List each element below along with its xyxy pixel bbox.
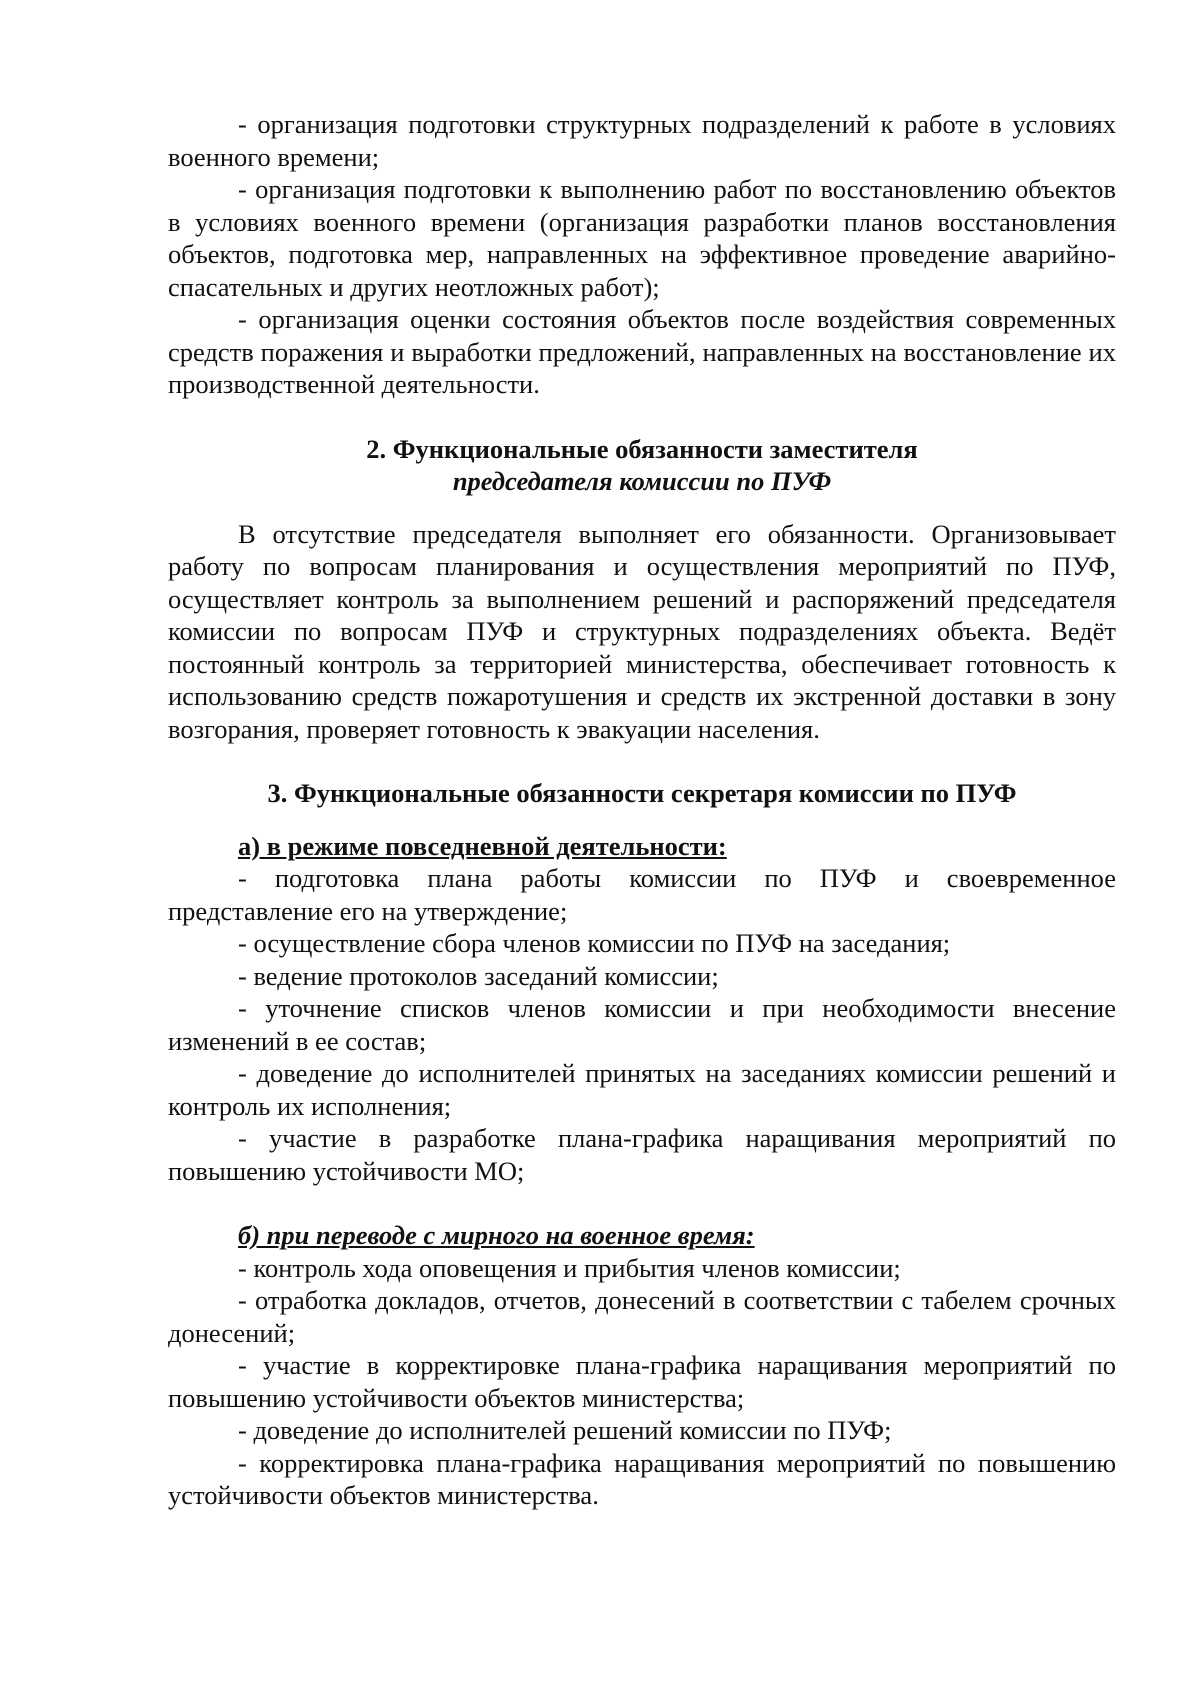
list-item: - контроль хода оповещения и прибытия членов комиссии; (238, 1252, 901, 1283)
subheading-b: б) при переводе с мирного на военное время: (238, 1220, 755, 1250)
list-item: - участие в разработке плана-графика наращивания мероприятий по повышению устойчивости МО; (168, 1123, 1116, 1186)
list-item: - организация подготовки к выполнению работ по восстановлению объектов в условиях военного времени (организация разработки планов восстановления объектов, подготовка мер, направленных на эффективное проведение аварийно-спасательных и других неотложных работ); (168, 174, 1116, 302)
list-item: - организация подготовки структурных подразделений к работе в условиях военного времени; (168, 109, 1116, 172)
section-2-heading-line-1: 2. Функциональные обязанности заместителя (366, 433, 918, 464)
subheading-a: а) в режиме повседневной деятельности: (238, 830, 727, 861)
list-item: - организация оценки состояния объектов после воздействия современных средств поражения и выработки предложений, направленных на восстановление их производственной деятельности. (168, 304, 1116, 399)
list-item: - корректировка плана-графика наращивания мероприятий по повышению устойчивости объектов министерства. (168, 1447, 1116, 1510)
section-2-body: В отсутствие председателя выполняет его обязанности. Организовывает работу по вопросам планирования и осуществления мероприятий по ПУФ, осуществляет контроль за выполнением решений и распоряжений председателя комиссии по вопросам ПУФ и структурных подразделениях объекта. Ведёт постоянный контроль за территорией министерства, обеспечивает готовность к использованию средств пожаротушения и средств их экстренной доставки в зону возгорания, проверяет готовность к эвакуации населения. (168, 518, 1116, 744)
list-item: - подготовка плана работы комиссии по ПУФ и своевременное представление его на утверждение; (168, 863, 1116, 926)
list-item: - доведение до исполнителей принятых на заседаниях комиссии решений и контроль их исполнения; (168, 1058, 1116, 1121)
document-page (168, 108, 1116, 1512)
list-item: - отработка докладов, отчетов, донесений в соответствии с табелем срочных донесений; (168, 1285, 1116, 1348)
list-item: - доведение до исполнителей решений комиссии по ПУФ; (238, 1415, 892, 1445)
section-3-heading: 3. Функциональные обязанности секретаря комиссии по ПУФ (267, 778, 1017, 808)
list-item: - осуществление сбора членов комиссии по ПУФ на заседания; (238, 928, 951, 958)
section-2-heading (168, 433, 1116, 498)
list-item: - участие в корректировке плана-графика наращивания мероприятий по повышению устойчивости объектов министерства; (168, 1350, 1116, 1413)
list-item: - ведение протоколов заседаний комиссии; (238, 960, 719, 991)
list-item: - уточнение списков членов комиссии и при необходимости внесение изменений в ее состав; (168, 993, 1116, 1056)
section-2-heading-line-2: председателя комиссии по ПУФ (452, 466, 832, 496)
